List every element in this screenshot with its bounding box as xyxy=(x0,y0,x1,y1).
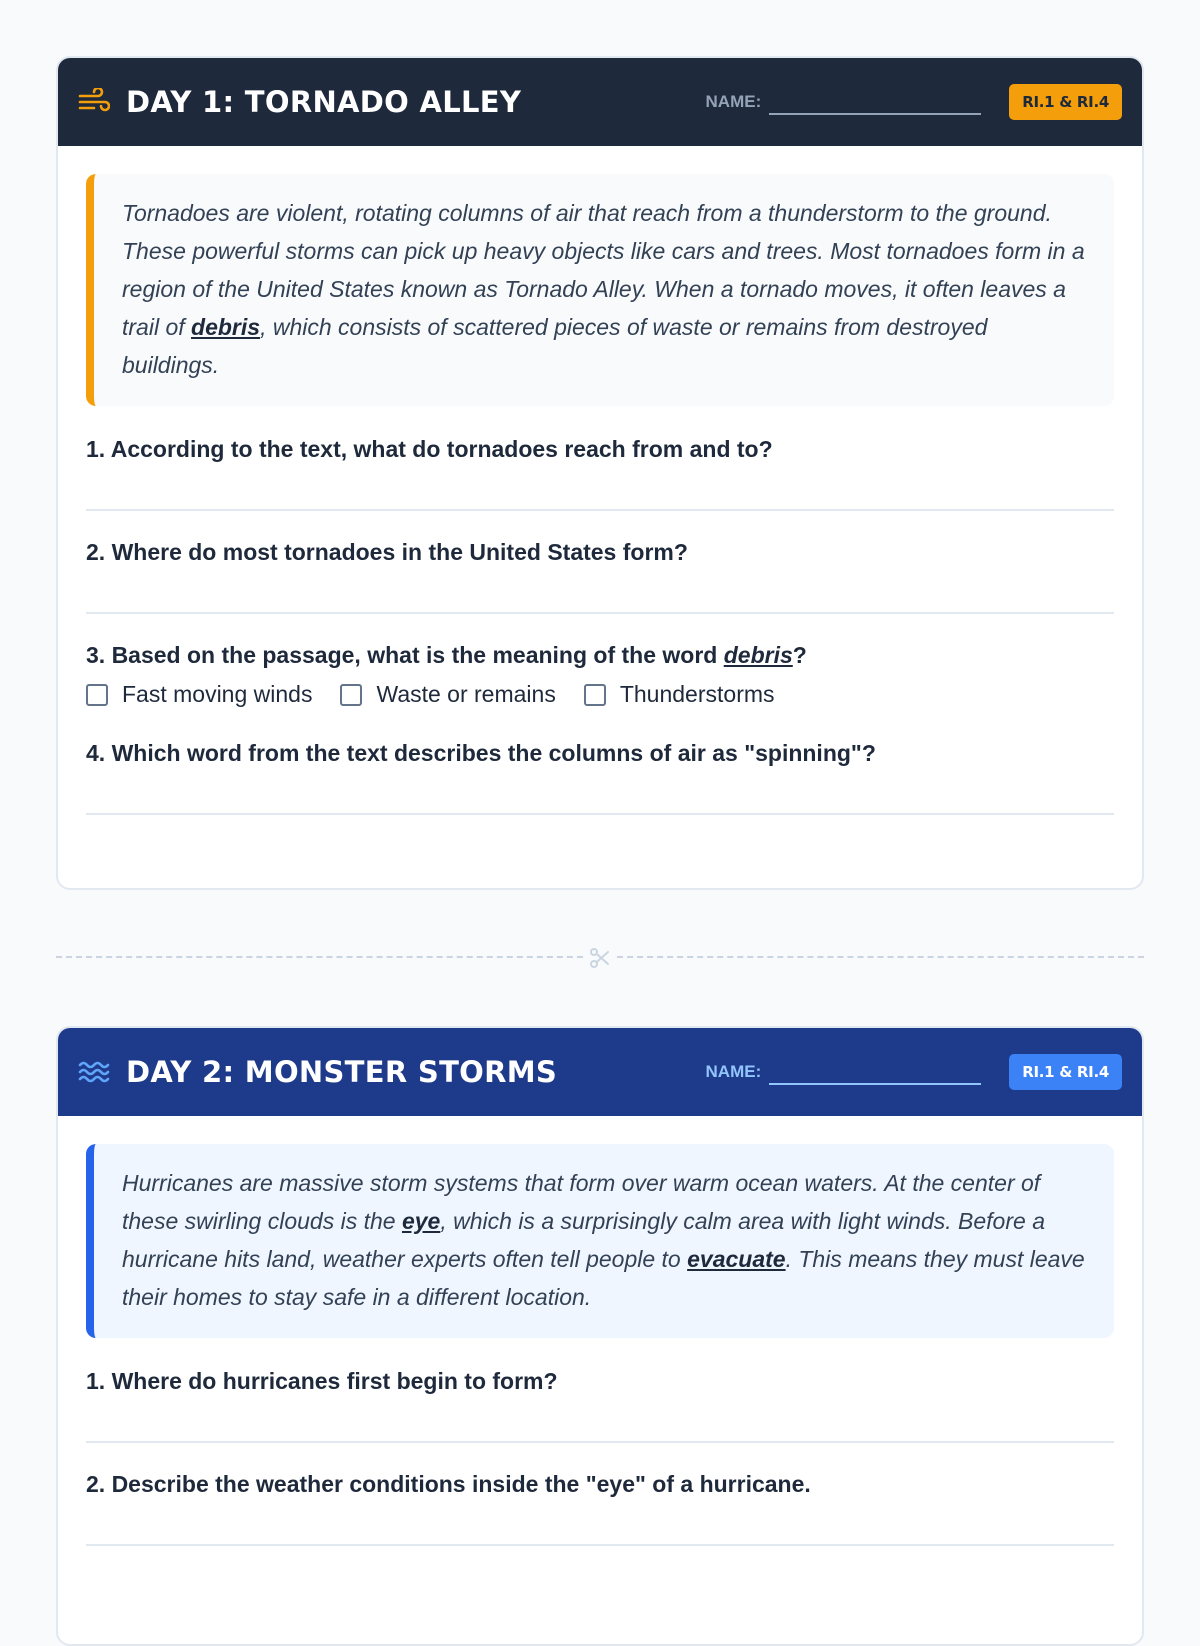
question-2 xyxy=(86,539,1114,614)
vocab-word-debris: debris xyxy=(723,642,793,668)
day2-header xyxy=(58,1028,1142,1116)
question-text: 1. Where do hurricanes first begin to form? xyxy=(86,1368,558,1394)
vocab-word-eye: eye xyxy=(401,1208,441,1234)
question-text: 4. Which word from the text describes the columns of air as "spinning"? xyxy=(86,740,876,766)
answer-line[interactable] xyxy=(86,767,1114,815)
day1-worksheet-card xyxy=(56,56,1144,890)
checkbox[interactable] xyxy=(86,684,108,706)
answer-line[interactable] xyxy=(86,566,1114,614)
day2-title: DAY 2: MONSTER STORMS xyxy=(126,1055,558,1089)
day1-header xyxy=(58,58,1142,146)
question-1 xyxy=(86,436,1114,511)
name-label: NAME: xyxy=(705,92,762,111)
day1-title: DAY 1: TORNADO ALLEY xyxy=(126,85,522,119)
name-label: NAME: xyxy=(705,1062,762,1081)
option-fast-moving-winds[interactable]: Fast moving winds xyxy=(86,681,312,708)
question-text: 3. Based on the passage, what is the meaning of the word debris? xyxy=(86,642,807,668)
question-text: 1. According to the text, what do tornadoes reach from and to? xyxy=(86,436,773,462)
passage-text: . This means they must leave their homes to stay safe in a different location. xyxy=(122,1246,1085,1310)
vocab-word-debris: debris xyxy=(191,314,261,340)
reading-passage xyxy=(86,1144,1114,1338)
question-1 xyxy=(86,1368,1114,1443)
reading-passage xyxy=(86,174,1114,406)
answer-line[interactable] xyxy=(86,1498,1114,1546)
checkbox[interactable] xyxy=(584,684,606,706)
question-text: 2. Where do most tornadoes in the United States form? xyxy=(86,539,688,565)
question-2 xyxy=(86,1471,1114,1546)
question-text: 2. Describe the weather conditions inside the "eye" of a hurricane. xyxy=(86,1471,811,1497)
passage-text: , which consists of scattered pieces of waste or remains from destroyed buildings. xyxy=(122,314,988,378)
option-waste-or-remains[interactable]: Waste or remains xyxy=(340,681,555,708)
question-3 xyxy=(86,642,1114,708)
checkbox[interactable] xyxy=(340,684,362,706)
name-field[interactable] xyxy=(769,89,981,115)
name-field[interactable] xyxy=(769,1059,981,1085)
answer-line[interactable] xyxy=(86,1395,1114,1443)
standards-badge: RI.1 & RI.4 xyxy=(1009,1054,1122,1090)
scissors-icon xyxy=(586,944,614,972)
waves-icon xyxy=(78,1055,112,1089)
standards-badge: RI.1 & RI.4 xyxy=(1009,84,1122,120)
vocab-word-evacuate: evacuate xyxy=(687,1246,786,1272)
option-thunderstorms[interactable]: Thunderstorms xyxy=(584,681,775,708)
question-4 xyxy=(86,740,1114,815)
answer-options xyxy=(86,681,1114,708)
day2-worksheet-card xyxy=(56,1026,1144,1646)
passage-text: , which is a surprisingly calm area with light winds. Before a hurricane hits land, weather experts often tell people to xyxy=(122,1208,1045,1272)
passage-text: Tornadoes are violent, rotating columns of air that reach from a thunderstorm to the ground. These powerful storms can pick up heavy objects like cars and trees. Most tornadoes form in a region of the United States known as Tornado Alley. When a tornado moves, it often leaves a trail of xyxy=(122,200,1085,340)
passage-text: Hurricanes are massive storm systems that form over warm ocean waters. At the center of these swirling clouds is the xyxy=(122,1170,1041,1234)
answer-line[interactable] xyxy=(86,463,1114,511)
wind-icon xyxy=(78,85,112,119)
